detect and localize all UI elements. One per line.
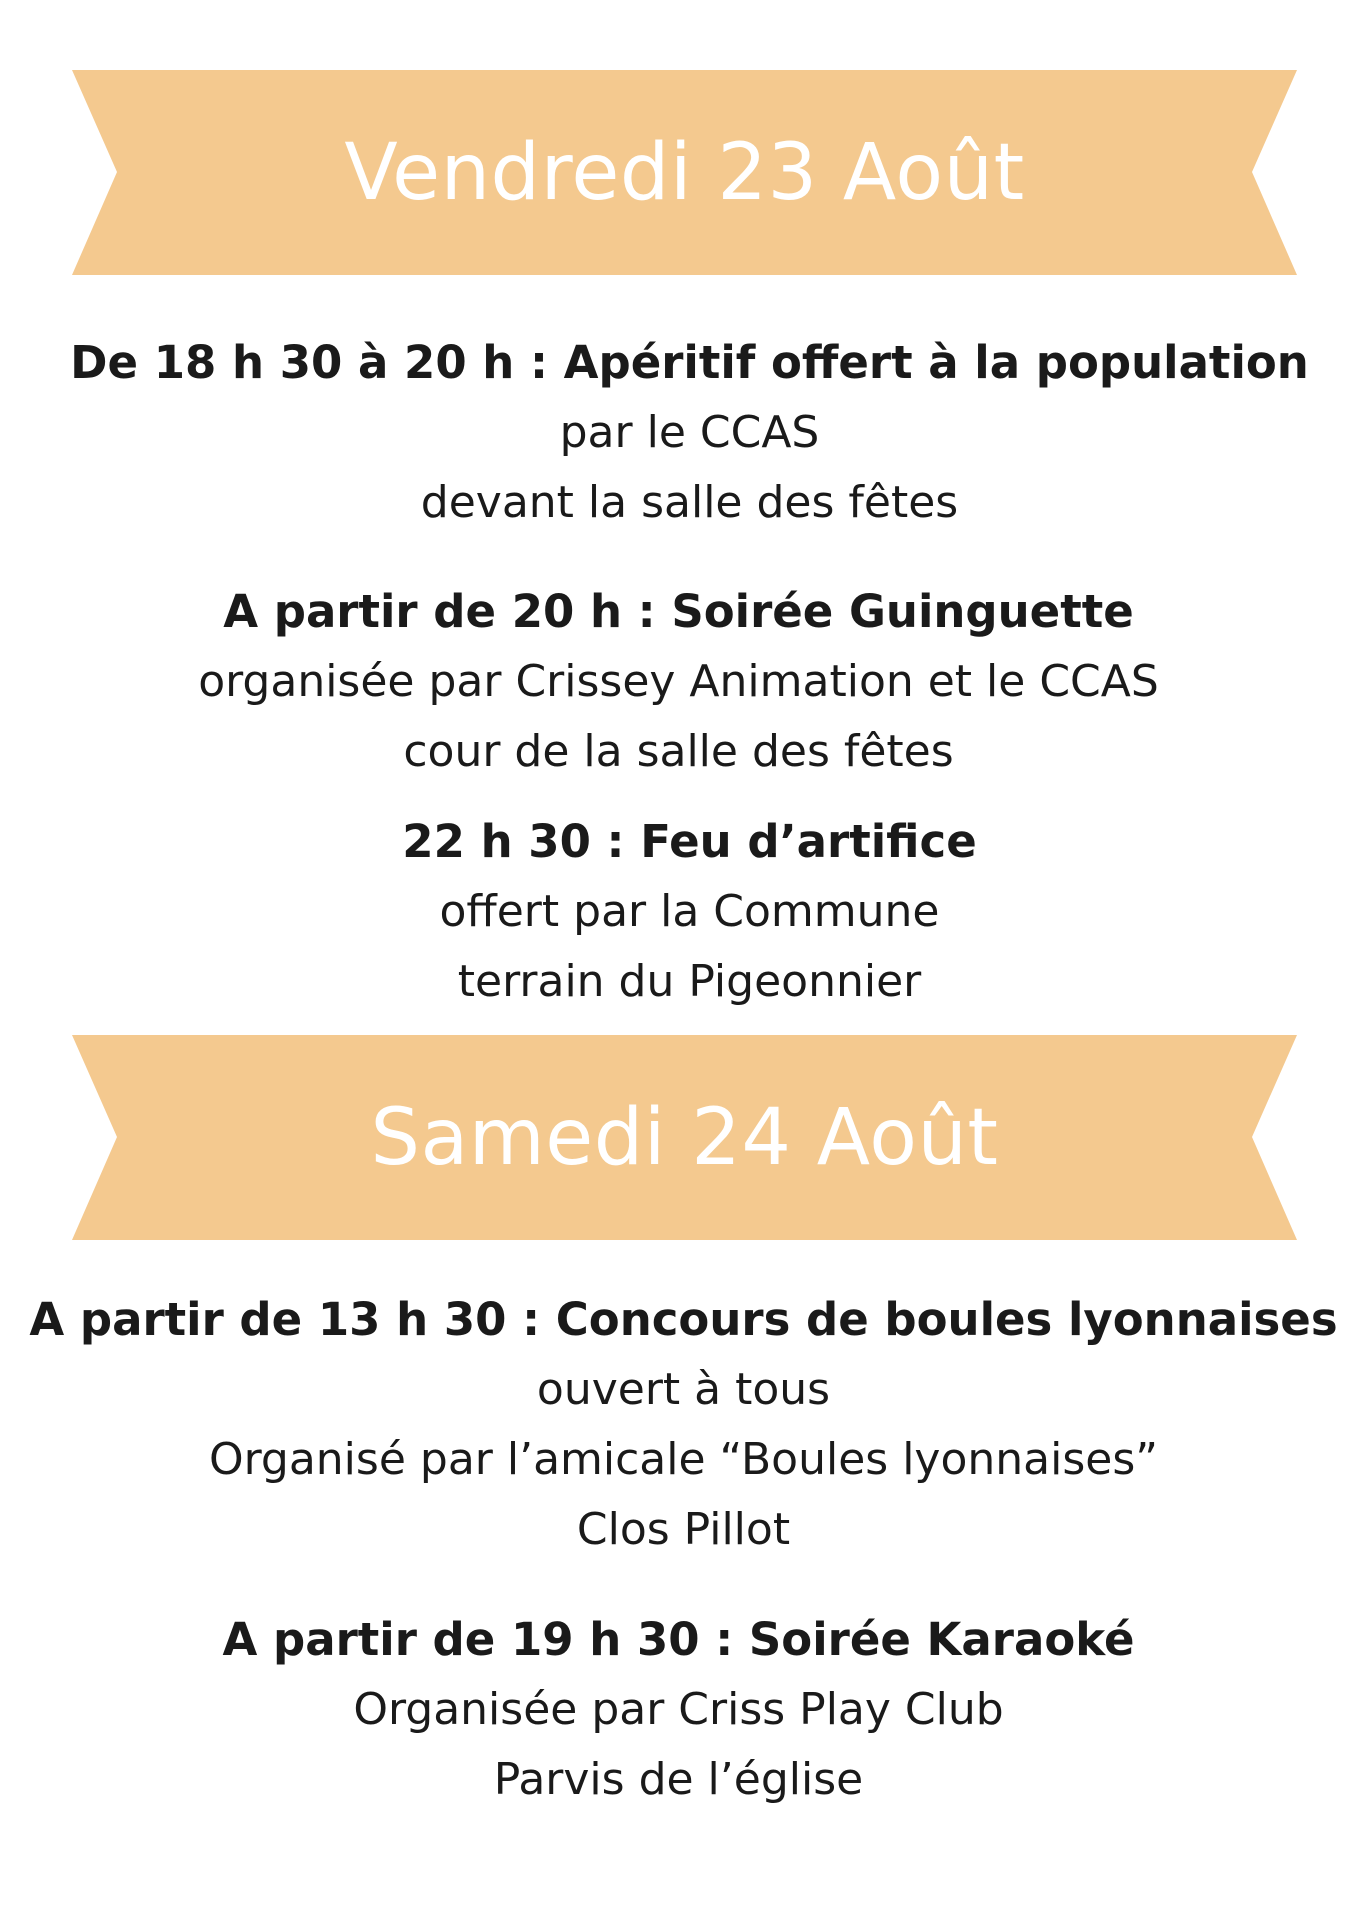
day2-event-1 (0, 1285, 1357, 1565)
day2-title: Samedi 24 Août (370, 1092, 999, 1183)
event-line: ouvert à tous (536, 1364, 831, 1415)
day1-event-3 (0, 807, 1357, 1017)
event-line: cour de la salle des fêtes (403, 726, 954, 777)
day1-banner (72, 70, 1297, 275)
event-line: Parvis de l’église (493, 1754, 864, 1805)
event-line: offert par la Commune (439, 886, 940, 937)
event-heading: De 18 h 30 à 20 h : Apéritif offert à la population (70, 336, 1309, 389)
event-heading: A partir de 20 h : Soirée Guinguette (223, 585, 1134, 638)
event-heading: A partir de 19 h 30 : Soirée Karaoké (222, 1613, 1135, 1666)
day2-event-2 (0, 1605, 1357, 1815)
event-line: Organisée par Criss Play Club (353, 1684, 1004, 1735)
event-heading: 22 h 30 : Feu d’artifice (402, 815, 977, 868)
day1-title: Vendredi 23 Août (344, 127, 1025, 218)
event-line: par le CCAS (559, 407, 820, 458)
event-line: organisée par Crissey Animation et le CCAS (198, 656, 1159, 707)
day1-event-1 (0, 328, 1357, 538)
event-line: Clos Pillot (576, 1504, 791, 1555)
event-heading: A partir de 13 h 30 : Concours de boules lyonnaises (29, 1293, 1338, 1346)
day2-banner (72, 1035, 1297, 1240)
day1-event-2 (0, 577, 1357, 787)
event-line: Organisé par l’amicale “Boules lyonnaises” (208, 1434, 1159, 1485)
event-line: terrain du Pigeonnier (457, 956, 922, 1007)
event-line: devant la salle des fêtes (420, 477, 959, 528)
